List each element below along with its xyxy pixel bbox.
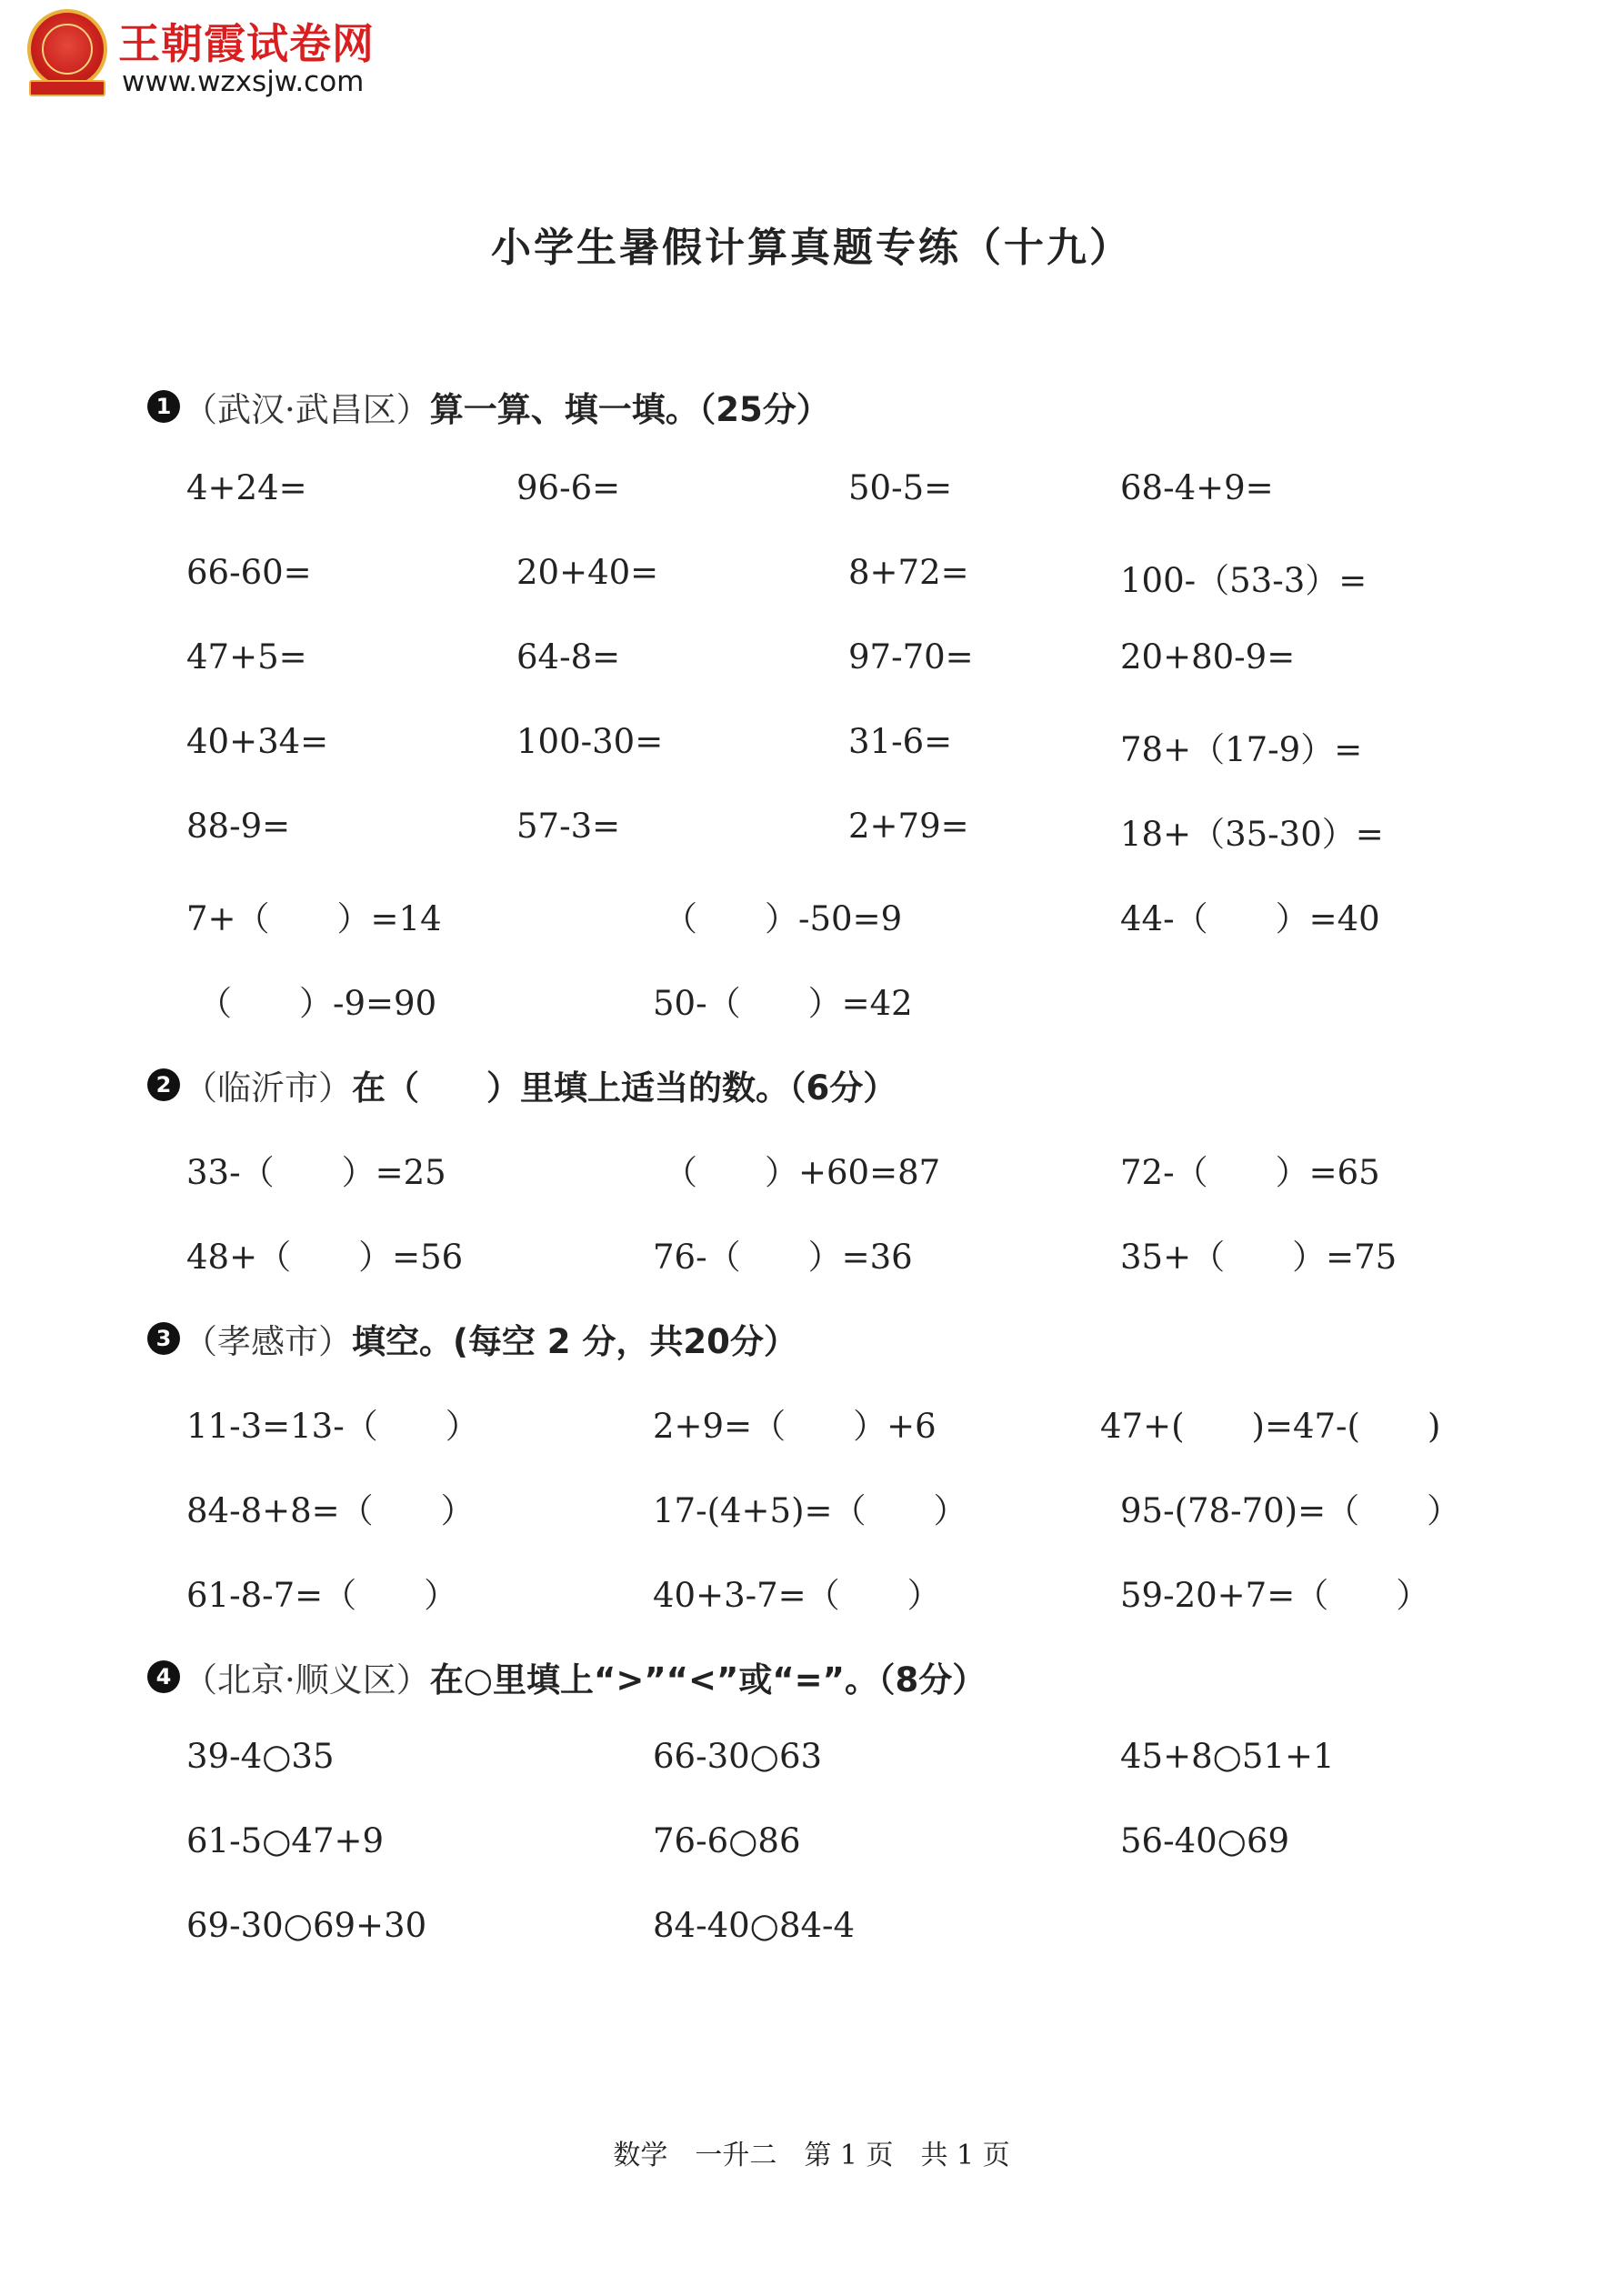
problem: 40+3-7=（ ） bbox=[653, 1576, 941, 1615]
brand-name: 王朝霞试卷网 bbox=[118, 19, 375, 68]
problem: 35+（ ）=75 bbox=[1120, 1238, 1398, 1277]
problem: 84-40○84-4 bbox=[653, 1906, 856, 1945]
problem: 40+34= bbox=[186, 722, 329, 761]
problem: 64-8= bbox=[516, 637, 621, 677]
problem: 66-60= bbox=[186, 553, 312, 592]
problem: （ ）+60=87 bbox=[664, 1153, 941, 1192]
section-source: （武汉·武昌区） bbox=[184, 390, 430, 429]
problem: 31-6= bbox=[848, 722, 953, 761]
problem: 2+79= bbox=[848, 807, 969, 846]
problem: 95-(78-70)=（ ） bbox=[1120, 1491, 1461, 1530]
problem: （ ）-50=9 bbox=[664, 899, 903, 938]
problem: 72-（ ）=65 bbox=[1120, 1153, 1380, 1192]
problem: 17-(4+5)=（ ） bbox=[653, 1491, 967, 1530]
section-2-header bbox=[147, 1060, 897, 1109]
problem: 8+72= bbox=[848, 553, 969, 592]
section-1-header bbox=[147, 382, 830, 431]
section-instruction: 算一算、填一填。（25分） bbox=[429, 390, 830, 429]
problem: 48+（ ）=56 bbox=[186, 1238, 464, 1277]
section-number: 4 bbox=[147, 1660, 180, 1693]
problem: 59-20+7=（ ） bbox=[1120, 1576, 1430, 1615]
section-3-header bbox=[147, 1314, 797, 1363]
problem: 97-70= bbox=[848, 637, 974, 677]
problem: 56-40○69 bbox=[1120, 1821, 1290, 1860]
problem: 88-9= bbox=[186, 807, 291, 846]
page-footer: 数学 一升二 第 1 页 共 1 页 bbox=[613, 2140, 1010, 2171]
problem: 2+9=（ ）+6 bbox=[653, 1407, 937, 1446]
seal-ribbon bbox=[29, 80, 105, 96]
problem: 100-（53-3）= bbox=[1120, 561, 1368, 600]
page-title: 小学生暑假计算真题专练（十九） bbox=[491, 225, 1132, 271]
problem: 4+24= bbox=[186, 468, 307, 507]
problem: 68-4+9= bbox=[1120, 468, 1274, 507]
section-number: 2 bbox=[147, 1068, 180, 1101]
problem: 50-（ ）=42 bbox=[653, 984, 913, 1023]
problem: 20+80-9= bbox=[1120, 637, 1296, 677]
section-source: （临沂市） bbox=[184, 1068, 352, 1108]
problem: 84-8+8=（ ） bbox=[186, 1491, 475, 1530]
section-number: 3 bbox=[147, 1322, 180, 1355]
section-number: 1 bbox=[147, 390, 180, 423]
problem: 61-8-7=（ ） bbox=[186, 1576, 458, 1615]
section-instruction: 在（ ）里填上适当的数。（6分） bbox=[352, 1068, 897, 1108]
section-source: （孝感市） bbox=[184, 1322, 352, 1361]
problem: 57-3= bbox=[516, 807, 621, 846]
problem: 76-6○86 bbox=[653, 1821, 801, 1860]
section-4-header bbox=[147, 1652, 986, 1701]
problem: 100-30= bbox=[516, 722, 664, 761]
problem: 76-（ ）=36 bbox=[653, 1238, 913, 1277]
problem: 7+（ ）=14 bbox=[186, 899, 442, 938]
seal-logo-icon bbox=[27, 9, 107, 89]
section-instruction: 填空。(每空 2 分，共20分） bbox=[352, 1322, 797, 1361]
problem: 78+（17-9）= bbox=[1120, 730, 1363, 769]
problem: （ ）-9=90 bbox=[198, 984, 437, 1023]
problem: 96-6= bbox=[516, 468, 621, 507]
problem: 20+40= bbox=[516, 553, 659, 592]
problem: 33-（ ）=25 bbox=[186, 1153, 446, 1192]
problem: 66-30○63 bbox=[653, 1737, 823, 1776]
problem: 50-5= bbox=[848, 468, 953, 507]
problem: 11-3=13-（ ） bbox=[186, 1407, 479, 1446]
problem: 18+（35-30）= bbox=[1120, 815, 1384, 854]
brand-url: www.wzxsjw.com bbox=[122, 65, 365, 98]
problem: 45+8○51+1 bbox=[1120, 1737, 1335, 1776]
section-source: （北京·顺义区） bbox=[184, 1660, 430, 1699]
problem: 47+5= bbox=[186, 637, 307, 677]
problem: 47+( )=47-( ) bbox=[1100, 1407, 1441, 1446]
section-instruction: 在○里填上“>”“<”或“=”。（8分） bbox=[429, 1660, 987, 1699]
problem: 61-5○47+9 bbox=[186, 1821, 385, 1860]
site-logo bbox=[27, 9, 409, 105]
problem: 39-4○35 bbox=[186, 1737, 335, 1776]
problem: 69-30○69+30 bbox=[186, 1906, 427, 1945]
problem: 44-（ ）=40 bbox=[1120, 899, 1380, 938]
